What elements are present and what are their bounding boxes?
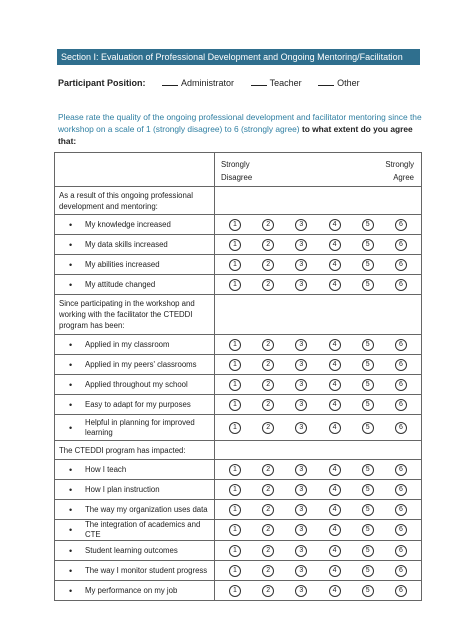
rating-option-1[interactable]: 1 [229,239,241,251]
rating-options-cell [215,415,422,441]
scale-right-label: Strongly Agree [385,160,414,182]
instructions-text: Please rate the quality of the ongoing professional development and facilitator mentoring since the workshop on a scale of 1 (strongly disagree) to 6 (strongly agree) [58,112,422,134]
rating-option-3[interactable]: 3 [295,585,307,597]
rating-option-1[interactable]: 1 [229,339,241,351]
rating-option-6[interactable]: 6 [395,484,407,496]
rating-option-4[interactable]: 4 [329,565,341,577]
rating-option-5[interactable]: 5 [362,239,374,251]
rating-item-row [55,215,422,235]
rating-item-row [55,395,422,415]
rating-item-row [55,335,422,355]
rating-options [219,239,417,251]
rating-option-3[interactable]: 3 [295,422,307,434]
rating-option-6[interactable]: 6 [395,219,407,231]
rating-option-6[interactable]: 6 [395,464,407,476]
rating-options [219,524,417,536]
rating-option-6[interactable]: 6 [395,379,407,391]
rating-options-cell [215,541,422,561]
rating-item-row [55,275,422,295]
rating-option-1[interactable]: 1 [229,379,241,391]
scale-header-row [55,153,422,187]
rating-option-3[interactable]: 3 [295,524,307,536]
rating-option-1[interactable]: 1 [229,565,241,577]
rating-option-4[interactable]: 4 [329,524,341,536]
rating-option-6[interactable]: 6 [395,545,407,557]
rating-item-row [55,235,422,255]
rating-option-2[interactable]: 2 [262,219,274,231]
rating-option-4[interactable]: 4 [329,379,341,391]
rating-option-5[interactable]: 5 [362,219,374,231]
rating-item-row [55,520,422,541]
rating-option-2[interactable]: 2 [262,259,274,271]
rating-options [219,339,417,351]
rating-item-row [55,500,422,520]
rating-option-4[interactable]: 4 [329,259,341,271]
section-heading: Since participating in the workshop and working with the facilitator the CTEDDI program has been: [55,295,215,335]
rating-option-4[interactable]: 4 [329,239,341,251]
rating-options [219,359,417,371]
rating-options-cell [215,275,422,295]
rating-options-cell [215,215,422,235]
rating-option-1[interactable]: 1 [229,279,241,291]
section-heading-row [55,187,422,215]
rating-option-5[interactable]: 5 [362,379,374,391]
rating-item-row [55,541,422,561]
rating-option-1[interactable]: 1 [229,259,241,271]
rating-option-4[interactable]: 4 [329,585,341,597]
rating-item-label: • My data skills increased [55,235,215,255]
rating-item-label: • Helpful in planning for improved learning [55,415,215,441]
section-heading-row [55,441,422,460]
rating-options-cell [215,581,422,601]
section-heading-blank [215,441,422,460]
rating-options-cell [215,235,422,255]
position-option-other[interactable]: Other [318,78,360,88]
rating-item-label: • How I teach [55,460,215,480]
rating-option-2[interactable]: 2 [262,545,274,557]
rating-option-5[interactable]: 5 [362,524,374,536]
rating-item-label: • Student learning outcomes [55,541,215,561]
rating-option-6[interactable]: 6 [395,259,407,271]
rating-option-5[interactable]: 5 [362,339,374,351]
rating-option-2[interactable]: 2 [262,379,274,391]
rating-option-5[interactable]: 5 [362,585,374,597]
rating-options [219,422,417,434]
rating-option-2[interactable]: 2 [262,524,274,536]
rating-option-5[interactable]: 5 [362,259,374,271]
rating-item-label: • My abilities increased [55,255,215,275]
rating-option-4[interactable]: 4 [329,219,341,231]
rating-option-2[interactable]: 2 [262,239,274,251]
rating-option-2[interactable]: 2 [262,565,274,577]
rating-option-6[interactable]: 6 [395,399,407,411]
rating-item-row [55,355,422,375]
rating-option-1[interactable]: 1 [229,545,241,557]
section-heading: As a result of this ongoing professional development and mentoring: [55,187,215,215]
rating-option-6[interactable]: 6 [395,504,407,516]
rating-item-row [55,415,422,441]
section-heading-blank [215,295,422,335]
section-heading: The CTEDDI program has impacted: [55,441,215,460]
rating-option-5[interactable]: 5 [362,565,374,577]
rating-option-4[interactable]: 4 [329,399,341,411]
rating-item-label: • The integration of academics and CTE [55,520,215,541]
rating-options-cell [215,375,422,395]
rating-options [219,379,417,391]
rating-option-3[interactable]: 3 [295,359,307,371]
blank-line [162,78,178,86]
section-title: Section I: Evaluation of Professional Development and Ongoing Mentoring/Facilitation [61,52,403,62]
rating-option-4[interactable]: 4 [329,359,341,371]
participant-position-label: Participant Position: [58,78,146,88]
rating-option-3[interactable]: 3 [295,239,307,251]
rating-item-label: • The way I monitor student progress [55,561,215,581]
rating-item-label: • The way my organization uses data [55,500,215,520]
section-title-bar [57,49,420,65]
rating-option-6[interactable]: 6 [395,524,407,536]
rating-option-4[interactable]: 4 [329,545,341,557]
rating-item-label: • My performance on my job [55,581,215,601]
rating-option-6[interactable]: 6 [395,339,407,351]
rating-option-6[interactable]: 6 [395,239,407,251]
rating-options [219,545,417,557]
rating-option-6[interactable]: 6 [395,585,407,597]
blank-line [318,78,334,86]
rating-option-5[interactable]: 5 [362,545,374,557]
header-blank-cell [55,153,215,187]
rating-item-row [55,480,422,500]
rating-option-1[interactable]: 1 [229,484,241,496]
rating-option-1[interactable]: 1 [229,464,241,476]
rating-option-2[interactable]: 2 [262,279,274,291]
rating-option-6[interactable]: 6 [395,422,407,434]
rating-option-4[interactable]: 4 [329,484,341,496]
rating-option-6[interactable]: 6 [395,279,407,291]
rating-option-5[interactable]: 5 [362,484,374,496]
rating-option-2[interactable]: 2 [262,399,274,411]
rating-option-4[interactable]: 4 [329,339,341,351]
rating-options-cell [215,480,422,500]
rating-option-2[interactable]: 2 [262,504,274,516]
instructions-emphasis: to what extent do you agree that: [58,124,413,146]
rating-option-3[interactable]: 3 [295,219,307,231]
rating-option-1[interactable]: 1 [229,359,241,371]
section-heading-row [55,295,422,335]
rating-option-2[interactable]: 2 [262,422,274,434]
rating-options-cell [215,355,422,375]
rating-option-2[interactable]: 2 [262,359,274,371]
rating-item-label: • Applied in my peers' classrooms [55,355,215,375]
section-heading-blank [215,187,422,215]
rating-option-2[interactable]: 2 [262,484,274,496]
rating-option-4[interactable]: 4 [329,422,341,434]
rating-option-4[interactable]: 4 [329,279,341,291]
rating-options [219,399,417,411]
rating-option-4[interactable]: 4 [329,504,341,516]
rating-option-3[interactable]: 3 [295,399,307,411]
rating-item-label: • My knowledge increased [55,215,215,235]
rating-option-5[interactable]: 5 [362,399,374,411]
rating-item-label: • Applied in my classroom [55,335,215,355]
rating-options [219,565,417,577]
rating-option-5[interactable]: 5 [362,422,374,434]
rating-options-cell [215,335,422,355]
rating-option-4[interactable]: 4 [329,464,341,476]
instructions [58,111,422,147]
rating-option-3[interactable]: 3 [295,504,307,516]
rating-option-1[interactable]: 1 [229,524,241,536]
rating-options [219,219,417,231]
rating-options-cell [215,561,422,581]
rating-options-cell [215,395,422,415]
rating-item-row [55,255,422,275]
rating-option-3[interactable]: 3 [295,464,307,476]
rating-option-1[interactable]: 1 [229,504,241,516]
rating-option-1[interactable]: 1 [229,585,241,597]
rating-option-1[interactable]: 1 [229,422,241,434]
scale-left-label: Strongly Disagree [221,160,253,182]
rating-options [219,279,417,291]
rating-options [219,464,417,476]
rating-option-3[interactable]: 3 [295,379,307,391]
position-option-teacher[interactable]: Teacher [251,78,302,88]
rating-option-2[interactable]: 2 [262,464,274,476]
rating-option-3[interactable]: 3 [295,545,307,557]
rating-item-label: • My attitude changed [55,275,215,295]
rating-option-2[interactable]: 2 [262,585,274,597]
participant-position-row [58,78,360,88]
rating-item-row [55,375,422,395]
rating-option-2[interactable]: 2 [262,339,274,351]
scale-header-cell [215,153,422,187]
blank-line [251,78,267,86]
rating-item-row [55,460,422,480]
rating-item-label: • How I plan instruction [55,480,215,500]
rating-option-3[interactable]: 3 [295,565,307,577]
rating-option-3[interactable]: 3 [295,339,307,351]
rating-options-cell [215,520,422,541]
rating-option-6[interactable]: 6 [395,565,407,577]
rating-option-1[interactable]: 1 [229,399,241,411]
rating-item-row [55,581,422,601]
rating-options [219,484,417,496]
rating-item-row [55,561,422,581]
rating-option-5[interactable]: 5 [362,359,374,371]
rating-option-5[interactable]: 5 [362,279,374,291]
rating-options-cell [215,460,422,480]
rating-options-cell [215,255,422,275]
rating-option-6[interactable]: 6 [395,359,407,371]
rating-option-3[interactable]: 3 [295,484,307,496]
rating-option-5[interactable]: 5 [362,464,374,476]
rating-item-label: • Easy to adapt for my purposes [55,395,215,415]
rating-options [219,585,417,597]
rating-table [54,152,422,601]
rating-option-3[interactable]: 3 [295,279,307,291]
rating-option-5[interactable]: 5 [362,504,374,516]
rating-options-cell [215,500,422,520]
rating-option-1[interactable]: 1 [229,219,241,231]
rating-item-label: • Applied throughout my school [55,375,215,395]
position-option-administrator[interactable]: Administrator [162,78,234,88]
rating-options [219,259,417,271]
rating-options [219,504,417,516]
rating-option-3[interactable]: 3 [295,259,307,271]
